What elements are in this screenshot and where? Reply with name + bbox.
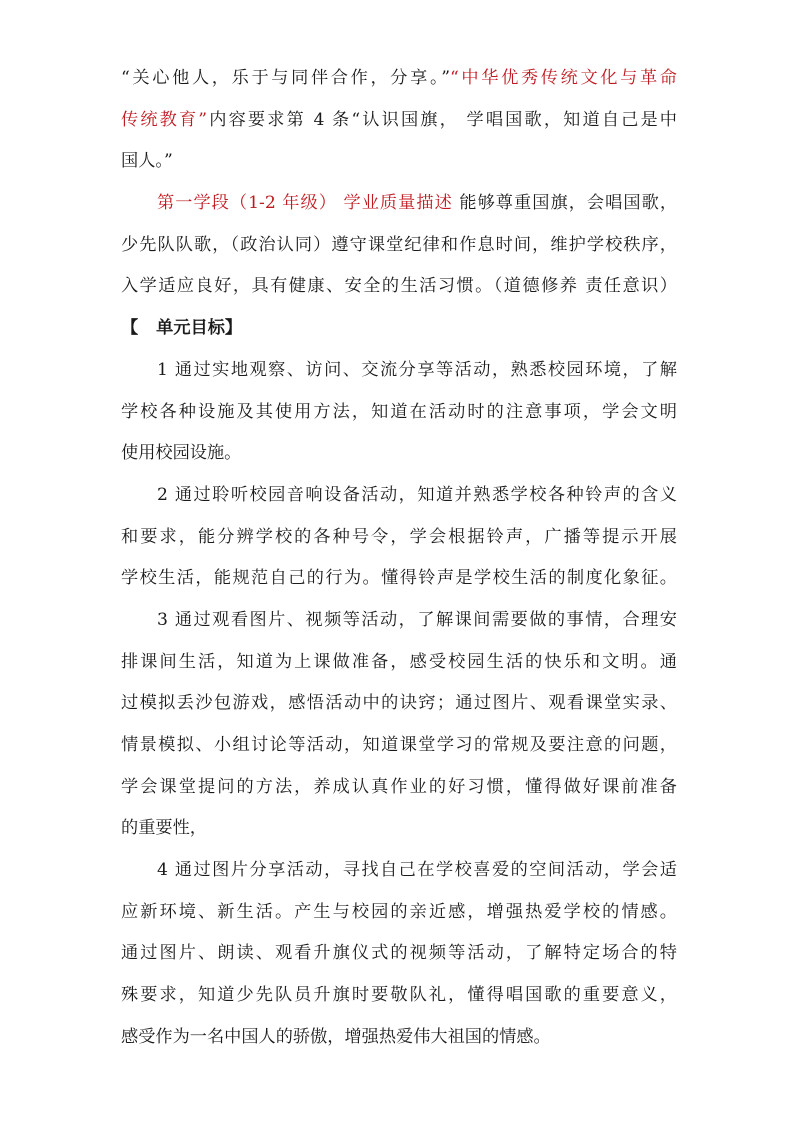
highlight-text: 第一学段（1-2 年级） 学业质量描述: [157, 193, 453, 214]
text-line: 学会课堂提问的方法，养成认真作业的好习惯，懂得做好课前准备: [121, 776, 677, 797]
text-line: 使用校园设施。: [121, 443, 242, 464]
text-line: 应新环境、新生活。产生与校园的亲近感，增强热爱学校的情感。: [121, 901, 677, 922]
document-page: [121, 58, 677, 1059]
text-span: 能够尊重国旗，会唱国歌，: [452, 193, 677, 214]
highlight-text: 传统教育”: [121, 109, 208, 130]
text-line: [121, 141, 677, 183]
text-line: [121, 100, 677, 142]
text-line: 过模拟丢沙包游戏，感悟活动中的诀窍；通过图片、观看课堂实录、: [121, 693, 677, 714]
text-span: 内容要求第 4 条“认识国旗， 学唱国歌，知道自己是中: [207, 109, 677, 130]
text-line: 和要求，能分辨学校的各种号令，学会根据铃声，广播等提示开展: [121, 526, 677, 547]
text-line: 通过图片、朗读、观看升旗仪式的视频等活动，了解特定场合的特: [121, 943, 677, 964]
text-line: 1 通过实地观察、访问、交流分享等活动，熟悉校园环境，了解: [157, 359, 677, 380]
text-line: 4 通过图片分享活动，寻找自己在学校喜爱的空间活动，学会适: [157, 860, 677, 881]
text-line: 感受作为一名中国人的骄傲，增强热爱伟大祖国的情感。: [121, 1026, 551, 1047]
text-span: “关心他人，乐于与同伴合作，分享。”: [121, 68, 450, 88]
section-heading: 【 单元目标】: [121, 318, 243, 339]
text-line: [121, 58, 677, 100]
text-line: 2 通过聆听校园音响设备活动，知道并熟悉学校各种铃声的含义: [157, 484, 677, 505]
text-line: 情景模拟、小组讨论等活动，知道课堂学习的常规及要注意的问题，: [121, 735, 677, 755]
text-line: 的重要性，: [121, 818, 207, 839]
highlight-text: “中华优秀传统文化与革命: [450, 68, 677, 88]
text-line: 学校生活，能规范自己的行为。懂得铃声是学校生活的制度化象征。: [121, 568, 677, 589]
text-line: 入学适应良好，具有健康、安全的生活习惯。（道德修养 责任意识）: [121, 276, 677, 297]
text-line: 殊要求，知道少先队员升旗时要敬队礼，懂得唱国歌的重要意义，: [121, 985, 677, 1006]
text-line: 3 通过观看图片、视频等活动，了解课间需要做的事情，合理安: [157, 609, 677, 630]
text-line: 少先队队歌，（政治认同）遵守课堂纪律和作息时间，维护学校秩序，: [121, 234, 677, 255]
text-line: 排课间生活，知道为上课做准备，感受校园生活的快乐和文明。通: [121, 651, 677, 672]
text-line: 学校各种设施及其使用方法，知道在活动时的注意事项，学会文明: [121, 401, 677, 422]
text-span: 国人。”: [121, 151, 173, 172]
text-line: [121, 183, 677, 225]
